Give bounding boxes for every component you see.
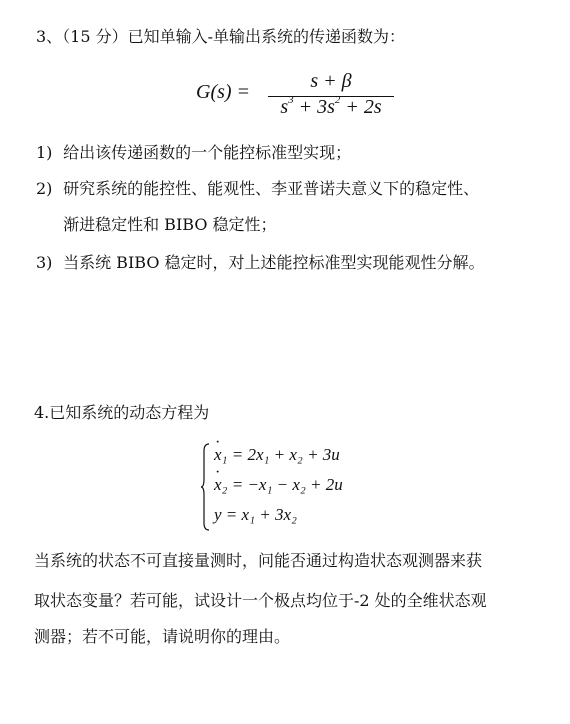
question-4-heading: 4.已知系统的动态方程为 [34, 403, 210, 422]
equation-row-3 [214, 505, 297, 525]
equation-rhs: = 2x₁ + x₂ + 3u [227, 445, 340, 464]
question-3-item-3 [36, 253, 485, 273]
question-3-heading: 3、（15 分）已知单输入-单输出系统的传递函数为： [36, 27, 406, 46]
equation-row-2 [214, 475, 343, 495]
formula-denominator: $s^3 + 3s^2 + 2s$ [280, 94, 382, 118]
item-text: 给出该传递函数的一个能控标准型实现； [63, 143, 352, 162]
left-brace-icon [200, 443, 210, 531]
item-text: 研究系统的能控性、能观性、李亚普诺夫意义下的稳定性、 [63, 179, 480, 198]
question-4-paragraph-line-2: 取状态变量？若可能，试设计一个极点均位于-2 处的全维状态观 [34, 591, 487, 610]
item-number: 1) [36, 143, 53, 162]
equation-lhs: · x₂ [214, 475, 227, 494]
question-3-item-1 [36, 143, 351, 163]
equation-lhs: · x₁ [214, 445, 227, 464]
formula-lhs: G(s) = [196, 81, 251, 103]
item-number: 3) [36, 253, 53, 272]
equation-lhs: y [214, 505, 222, 524]
question-3-item-2-continued [36, 215, 277, 235]
equation-rhs: = −x₁ − x₂ + 2u [227, 475, 343, 494]
equation-rhs: = x₁ + 3x₂ [221, 505, 297, 524]
item-number: 2) [36, 179, 53, 198]
item-text: 渐进稳定性和 BIBO 稳定性； [63, 215, 277, 234]
equation-row-1 [214, 445, 340, 465]
item-text: 当系统 BIBO 稳定时，对上述能控标准型实现能观性分解。 [63, 253, 485, 272]
question-4-paragraph-line-3: 测器；若不可能，请说明你的理由。 [34, 627, 291, 646]
question-3-item-2 [36, 179, 479, 199]
question-4-paragraph-line-1: 当系统的状态不可直接量测时，问能否通过构造状态观测器来获 [34, 551, 483, 570]
formula-numerator: s + β [310, 70, 352, 92]
